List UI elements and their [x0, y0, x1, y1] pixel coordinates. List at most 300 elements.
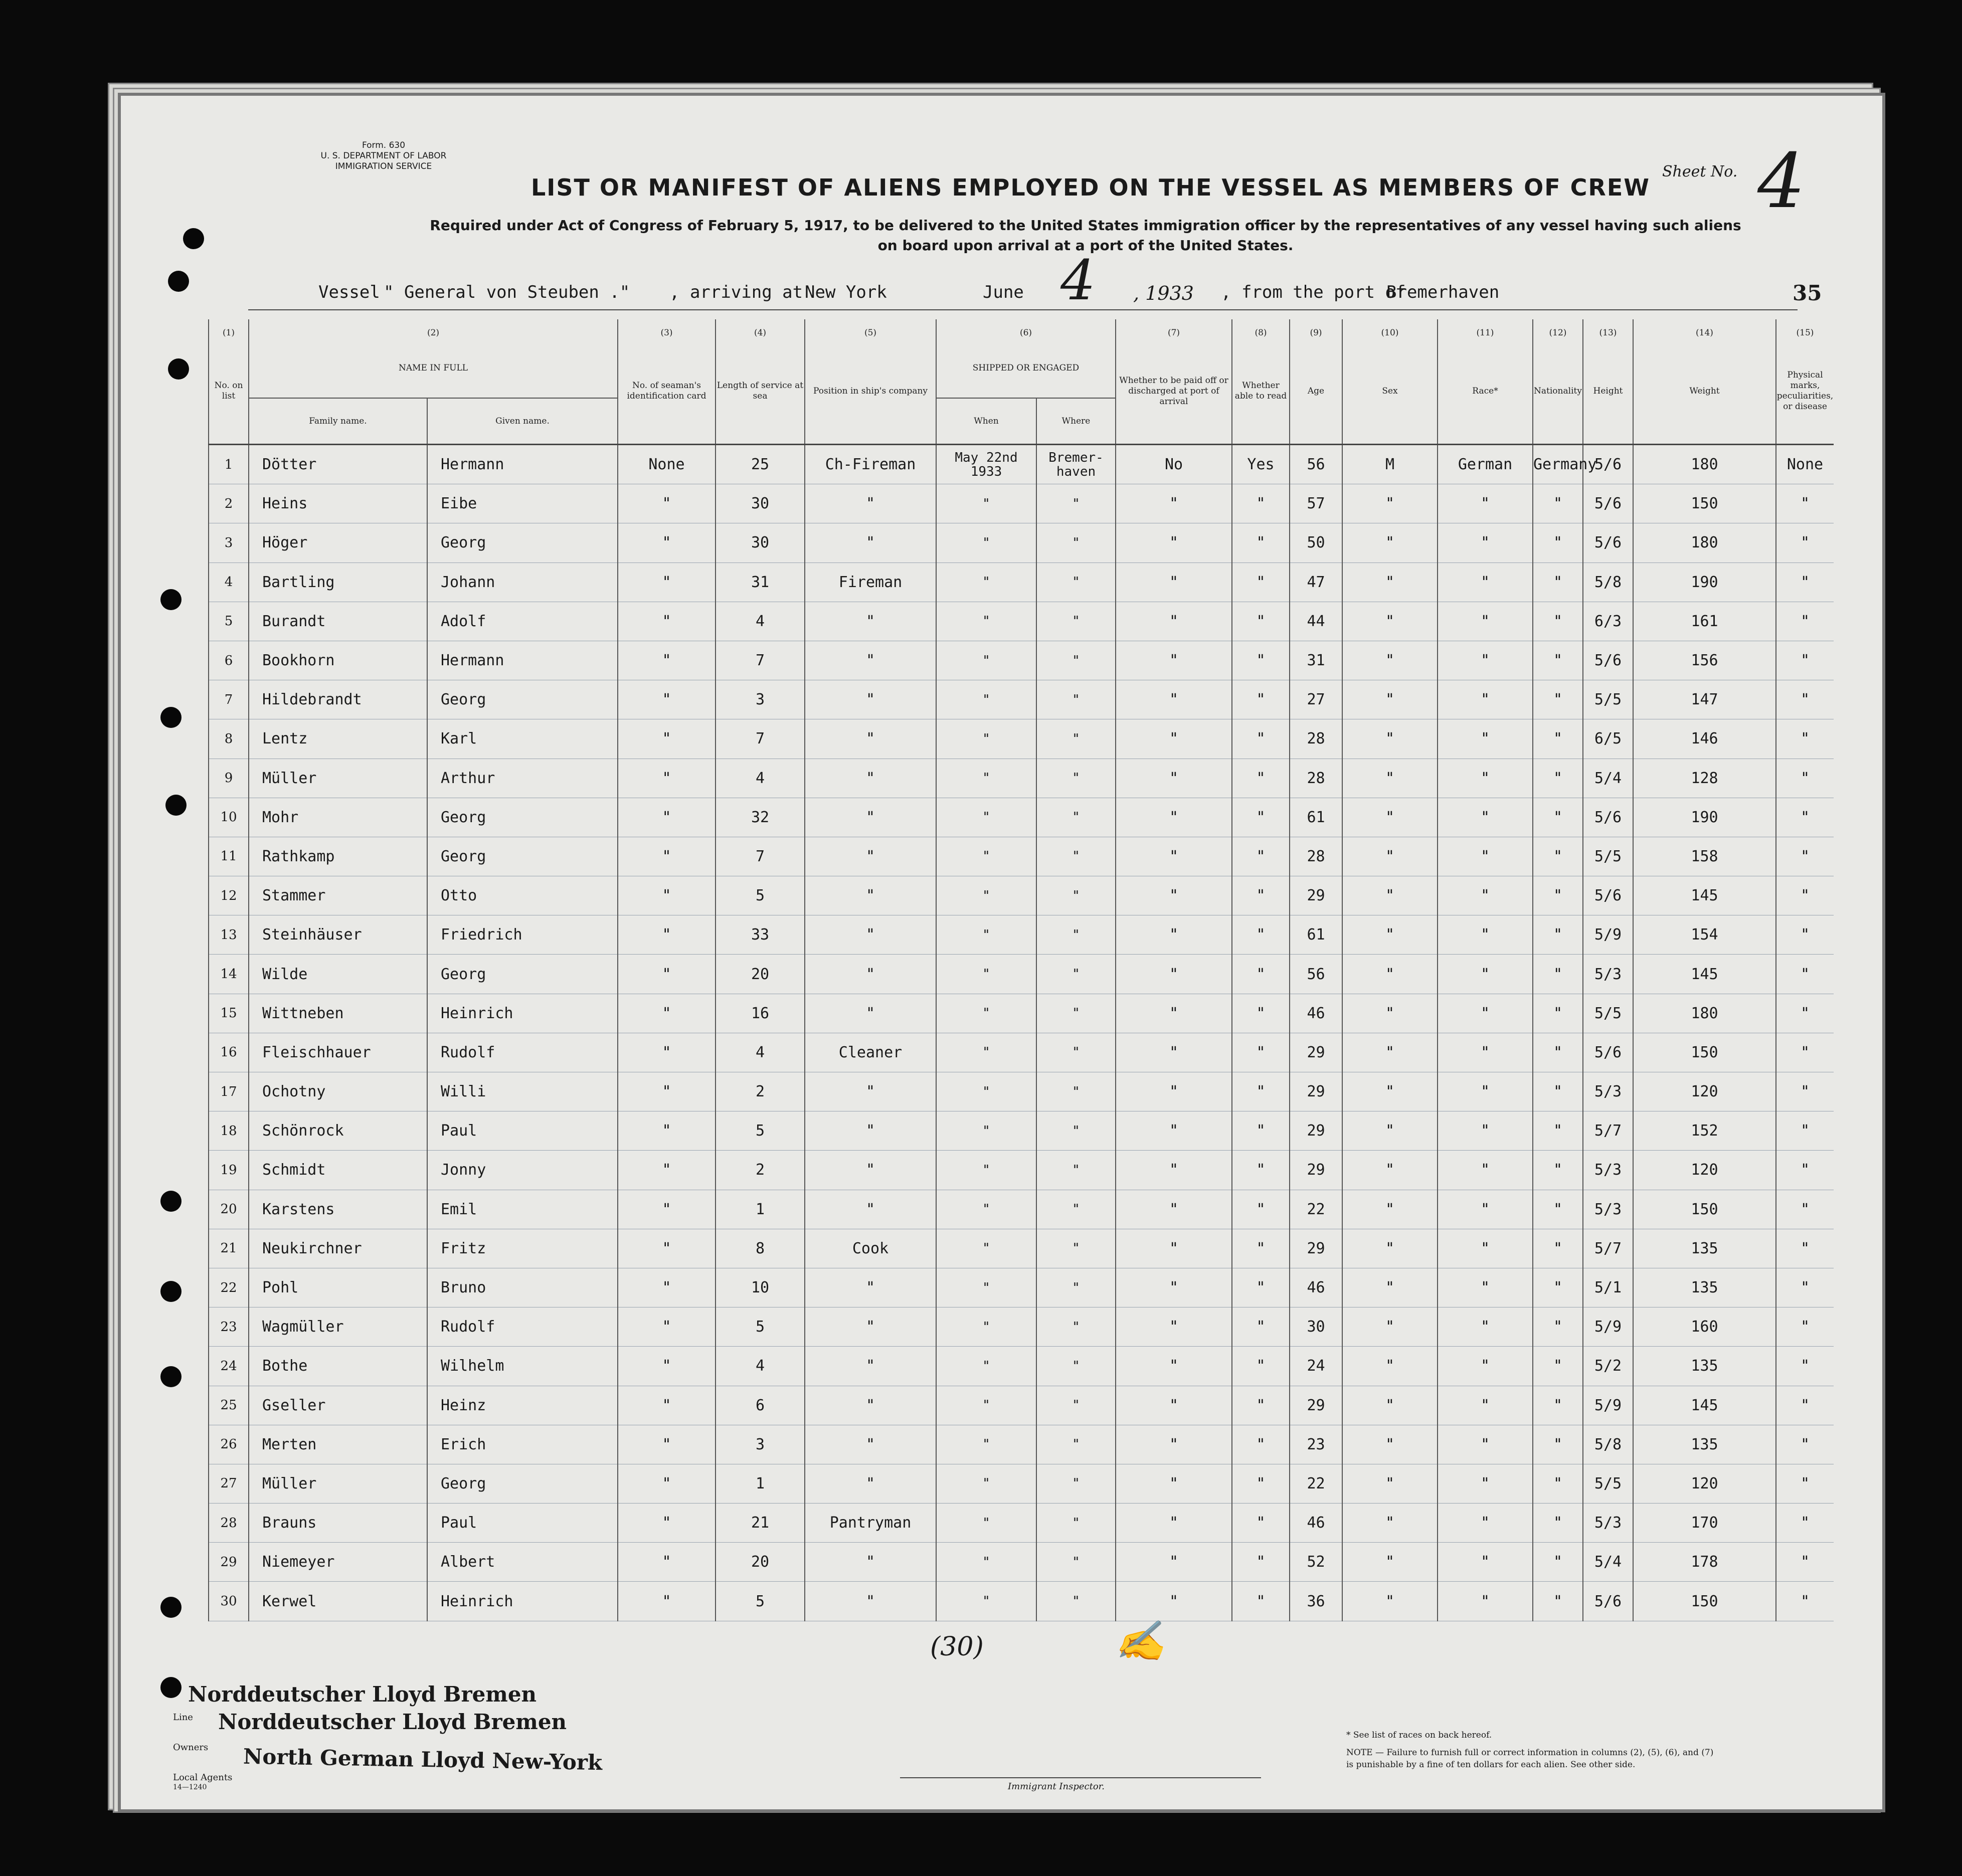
paid-off-cell: "	[1116, 915, 1232, 955]
family-name-cell: Stammer	[249, 876, 427, 915]
position-cell: Pantryman	[805, 1504, 936, 1543]
height-cell: 6/5	[1583, 719, 1633, 759]
arrival-year: , 1933	[1133, 282, 1194, 304]
height-cell: 5/2	[1583, 1347, 1633, 1386]
row-number-cell: 23	[209, 1307, 249, 1347]
position-cell: "	[805, 1307, 936, 1347]
header-height: Height	[1583, 338, 1633, 445]
age-cell: 61	[1290, 798, 1342, 837]
col-num: (7)	[1116, 319, 1232, 338]
nationality-cell: "	[1533, 1072, 1583, 1111]
shipped-where-cell: "	[1036, 1464, 1116, 1503]
paid-off-cell: "	[1116, 994, 1232, 1033]
col-num: (14)	[1633, 319, 1776, 338]
given-name-cell: Hermann	[427, 641, 618, 680]
column-number-row	[209, 319, 1834, 338]
able-to-read-cell: "	[1232, 1543, 1290, 1582]
header-position: Position in ship's company	[805, 338, 936, 445]
nationality-cell: "	[1533, 1307, 1583, 1347]
weight-cell: 180	[1633, 994, 1776, 1033]
paid-off-cell: "	[1116, 719, 1232, 759]
height-cell: 5/8	[1583, 562, 1633, 602]
table-row	[209, 1033, 1834, 1072]
given-name-cell: Georg	[427, 523, 618, 562]
paid-off-cell: "	[1116, 1425, 1232, 1464]
shipped-where-cell: "	[1036, 798, 1116, 837]
able-to-read-cell: "	[1232, 1111, 1290, 1151]
race-cell: "	[1438, 562, 1533, 602]
seaman-card-cell: "	[618, 1190, 716, 1229]
col-num: (2)	[249, 319, 618, 338]
age-cell: 29	[1290, 876, 1342, 915]
seaman-card-cell: "	[618, 641, 716, 680]
table-row	[209, 1190, 1834, 1229]
service-length-cell: 21	[716, 1504, 805, 1543]
weight-cell: 180	[1633, 445, 1776, 484]
family-name-cell: Müller	[249, 759, 427, 798]
shipped-where-cell: "	[1036, 1543, 1116, 1582]
sex-cell: "	[1342, 798, 1438, 837]
paid-off-cell: "	[1116, 562, 1232, 602]
height-cell: 5/3	[1583, 955, 1633, 994]
table-row	[209, 1504, 1834, 1543]
line-label: Line	[173, 1712, 193, 1723]
punch-hole	[160, 707, 182, 728]
physical-marks-cell: "	[1776, 1425, 1834, 1464]
sex-cell: "	[1342, 641, 1438, 680]
service-length-cell: 32	[716, 798, 805, 837]
sex-cell: "	[1342, 1347, 1438, 1386]
shipped-when-cell: "	[936, 915, 1036, 955]
weight-cell: 135	[1633, 1229, 1776, 1268]
page-number: 35	[1793, 281, 1822, 305]
shipped-where-cell: "	[1036, 837, 1116, 876]
paid-off-cell: "	[1116, 1072, 1232, 1111]
age-cell: 28	[1290, 719, 1342, 759]
shipped-when-cell: May 22nd 1933	[936, 445, 1036, 484]
physical-marks-cell: "	[1776, 837, 1834, 876]
position-cell: "	[805, 1582, 936, 1621]
given-name-cell: Georg	[427, 955, 618, 994]
nationality-cell: "	[1533, 680, 1583, 719]
col-num: (8)	[1232, 319, 1290, 338]
given-name-cell: Rudolf	[427, 1307, 618, 1347]
sheet-number: 4	[1757, 138, 1806, 225]
weight-cell: 161	[1633, 602, 1776, 641]
shipped-where-cell: "	[1036, 1190, 1116, 1229]
service-length-cell: 1	[716, 1190, 805, 1229]
given-name-cell: Heinz	[427, 1386, 618, 1425]
row-number-cell: 20	[209, 1190, 249, 1229]
punch-hole	[160, 1677, 182, 1698]
seaman-card-cell: "	[618, 876, 716, 915]
seaman-card-cell: "	[618, 484, 716, 523]
race-cell: "	[1438, 1307, 1533, 1347]
age-cell: 57	[1290, 484, 1342, 523]
department-label: U. S. DEPARTMENT OF LABOR	[320, 151, 447, 161]
table-row	[209, 955, 1834, 994]
shipped-when-cell: "	[936, 837, 1036, 876]
nationality-cell: "	[1533, 798, 1583, 837]
given-name-cell: Paul	[427, 1111, 618, 1151]
physical-marks-cell: "	[1776, 1543, 1834, 1582]
table-row	[209, 1347, 1834, 1386]
weight-cell: 160	[1633, 1307, 1776, 1347]
given-name-cell: Fritz	[427, 1229, 618, 1268]
sex-cell: "	[1342, 1504, 1438, 1543]
weight-cell: 145	[1633, 1386, 1776, 1425]
col-num: (4)	[716, 319, 805, 338]
nationality-cell: "	[1533, 759, 1583, 798]
sex-cell: "	[1342, 955, 1438, 994]
header-race: Race*	[1438, 338, 1533, 445]
service-length-cell: 33	[716, 915, 805, 955]
height-cell: 5/6	[1583, 798, 1633, 837]
able-to-read-cell: "	[1232, 798, 1290, 837]
race-cell: "	[1438, 1268, 1533, 1307]
row-number-cell: 7	[209, 680, 249, 719]
shipped-when-cell: "	[936, 1229, 1036, 1268]
physical-marks-cell: "	[1776, 1582, 1834, 1621]
header-physical: Physical marks, peculiarities, or disease	[1776, 338, 1834, 445]
race-cell: "	[1438, 1504, 1533, 1543]
shipped-where-cell: "	[1036, 1307, 1116, 1347]
family-name-cell: Heins	[249, 484, 427, 523]
shipped-when-cell: "	[936, 1033, 1036, 1072]
able-to-read-cell: "	[1232, 1582, 1290, 1621]
weight-cell: 128	[1633, 759, 1776, 798]
race-cell: "	[1438, 1464, 1533, 1503]
weight-cell: 150	[1633, 1582, 1776, 1621]
age-cell: 29	[1290, 1386, 1342, 1425]
position-cell: "	[805, 602, 936, 641]
shipped-where-cell: "	[1036, 915, 1116, 955]
header-sex: Sex	[1342, 338, 1438, 445]
height-cell: 5/9	[1583, 1386, 1633, 1425]
table-row	[209, 641, 1834, 680]
shipped-when-cell: "	[936, 484, 1036, 523]
sex-cell: "	[1342, 1111, 1438, 1151]
family-name-cell: Bookhorn	[249, 641, 427, 680]
position-cell: "	[805, 1190, 936, 1229]
shipped-when-cell: "	[936, 1504, 1036, 1543]
race-cell: "	[1438, 759, 1533, 798]
shipped-when-cell: "	[936, 680, 1036, 719]
race-cell: "	[1438, 1111, 1533, 1151]
sex-cell: "	[1342, 837, 1438, 876]
col-num: (11)	[1438, 319, 1533, 338]
shipped-where-cell: "	[1036, 484, 1116, 523]
sex-cell: "	[1342, 1464, 1438, 1503]
able-to-read-cell: "	[1232, 562, 1290, 602]
nationality-cell: "	[1533, 1425, 1583, 1464]
header-weight: Weight	[1633, 338, 1776, 445]
family-name-cell: Hildebrandt	[249, 680, 427, 719]
nationality-cell: "	[1533, 876, 1583, 915]
shipped-when-cell: "	[936, 1190, 1036, 1229]
race-note: * See list of races on back hereof.	[1346, 1730, 1492, 1740]
nationality-cell: "	[1533, 719, 1583, 759]
family-name-cell: Schönrock	[249, 1111, 427, 1151]
paid-off-cell: "	[1116, 1347, 1232, 1386]
seaman-card-cell: "	[618, 1268, 716, 1307]
height-cell: 5/8	[1583, 1425, 1633, 1464]
col-num: (1)	[209, 319, 249, 338]
position-cell: "	[805, 1543, 936, 1582]
age-cell: 52	[1290, 1543, 1342, 1582]
nationality-cell: "	[1533, 837, 1583, 876]
paid-off-cell: "	[1116, 1033, 1232, 1072]
col-num: (5)	[805, 319, 936, 338]
family-name-cell: Neukirchner	[249, 1229, 427, 1268]
sex-cell: "	[1342, 1190, 1438, 1229]
nationality-cell: "	[1533, 1386, 1583, 1425]
weight-cell: 120	[1633, 1072, 1776, 1111]
height-cell: 5/5	[1583, 837, 1633, 876]
weight-cell: 145	[1633, 876, 1776, 915]
table-row	[209, 1268, 1834, 1307]
sex-cell: "	[1342, 759, 1438, 798]
service-length-cell: 16	[716, 994, 805, 1033]
able-to-read-cell: "	[1232, 1464, 1290, 1503]
position-cell: "	[805, 915, 936, 955]
sex-cell: "	[1342, 1151, 1438, 1190]
family-name-cell: Karstens	[249, 1190, 427, 1229]
nationality-cell: "	[1533, 1229, 1583, 1268]
row-number-cell: 15	[209, 994, 249, 1033]
given-name-cell: Wilhelm	[427, 1347, 618, 1386]
row-number-cell: 28	[209, 1504, 249, 1543]
paid-off-cell: "	[1116, 759, 1232, 798]
physical-marks-cell: "	[1776, 994, 1834, 1033]
table-row	[209, 1151, 1834, 1190]
sex-cell: "	[1342, 1307, 1438, 1347]
sex-cell: "	[1342, 562, 1438, 602]
form-code: 14—1240	[173, 1783, 207, 1791]
height-cell: 5/6	[1583, 641, 1633, 680]
shipped-where-cell: "	[1036, 1504, 1116, 1543]
nationality-cell: "	[1533, 1111, 1583, 1151]
nationality-cell: "	[1533, 994, 1583, 1033]
header-nationality: Nationality	[1533, 338, 1583, 445]
col-num: (10)	[1342, 319, 1438, 338]
age-cell: 22	[1290, 1190, 1342, 1229]
family-name-cell: Müller	[249, 1464, 427, 1503]
seaman-card-cell: "	[618, 994, 716, 1033]
paid-off-cell: No	[1116, 445, 1232, 484]
able-to-read-cell: "	[1232, 641, 1290, 680]
height-cell: 5/6	[1583, 876, 1633, 915]
given-name-cell: Friedrich	[427, 915, 618, 955]
weight-cell: 178	[1633, 1543, 1776, 1582]
service-length-cell: 25	[716, 445, 805, 484]
punch-hole	[183, 228, 204, 249]
able-to-read-cell: "	[1232, 1425, 1290, 1464]
seaman-card-cell: "	[618, 1151, 716, 1190]
position-cell: Cleaner	[805, 1033, 936, 1072]
service-length-cell: 5	[716, 1111, 805, 1151]
service-length-cell: 1	[716, 1464, 805, 1503]
age-cell: 29	[1290, 1229, 1342, 1268]
table-row	[209, 1464, 1834, 1503]
paid-off-cell: "	[1116, 1582, 1232, 1621]
owners-stamp: Norddeutscher Lloyd Bremen	[218, 1710, 567, 1734]
given-name-cell: Georg	[427, 798, 618, 837]
table-row	[209, 484, 1834, 523]
weight-cell: 150	[1633, 1190, 1776, 1229]
weight-cell: 150	[1633, 484, 1776, 523]
nationality-cell: "	[1533, 484, 1583, 523]
row-number-cell: 13	[209, 915, 249, 955]
paid-off-cell: "	[1116, 798, 1232, 837]
total-count: (30)	[930, 1632, 984, 1662]
given-name-cell: Georg	[427, 837, 618, 876]
family-name-cell: Pohl	[249, 1268, 427, 1307]
nationality-cell: "	[1533, 602, 1583, 641]
given-name-cell: Rudolf	[427, 1033, 618, 1072]
col-num: (9)	[1290, 319, 1342, 338]
table-row	[209, 876, 1834, 915]
sex-cell: "	[1342, 1072, 1438, 1111]
row-number-cell: 5	[209, 602, 249, 641]
service-length-cell: 7	[716, 719, 805, 759]
row-number-cell: 16	[209, 1033, 249, 1072]
able-to-read-cell: "	[1232, 1386, 1290, 1425]
row-number-cell: 30	[209, 1582, 249, 1621]
physical-marks-cell: "	[1776, 1072, 1834, 1111]
header-shipped: SHIPPED OR ENGAGED	[936, 338, 1116, 398]
subtitle-line-1: Required under Act of Congress of February 5, 1917, to be delivered to the United States immigration officer by the representatives of any vessel having such aliens	[430, 217, 1741, 234]
able-to-read-cell: "	[1232, 1072, 1290, 1111]
col-num: (15)	[1776, 319, 1834, 338]
family-name-cell: Ochotny	[249, 1072, 427, 1111]
vessel-label: Vessel	[318, 282, 380, 302]
race-cell: "	[1438, 1386, 1533, 1425]
row-number-cell: 1	[209, 445, 249, 484]
table-row	[209, 759, 1834, 798]
shipped-when-cell: "	[936, 1072, 1036, 1111]
nationality-cell: "	[1533, 1347, 1583, 1386]
table-row	[209, 915, 1834, 955]
age-cell: 56	[1290, 445, 1342, 484]
able-to-read-cell: "	[1232, 1190, 1290, 1229]
row-number-cell: 4	[209, 562, 249, 602]
race-cell: "	[1438, 876, 1533, 915]
sex-cell: M	[1342, 445, 1438, 484]
family-name-cell: Bartling	[249, 562, 427, 602]
able-to-read-cell: "	[1232, 1151, 1290, 1190]
shipped-when-cell: "	[936, 1347, 1036, 1386]
given-name-cell: Adolf	[427, 602, 618, 641]
shipped-when-cell: "	[936, 759, 1036, 798]
family-name-cell: Gseller	[249, 1386, 427, 1425]
row-number-cell: 22	[209, 1268, 249, 1307]
able-to-read-cell: "	[1232, 876, 1290, 915]
given-name-cell: Emil	[427, 1190, 618, 1229]
physical-marks-cell: "	[1776, 562, 1834, 602]
header-when: When	[936, 398, 1036, 445]
weight-cell: 158	[1633, 837, 1776, 876]
family-name-cell: Lentz	[249, 719, 427, 759]
able-to-read-cell: "	[1232, 837, 1290, 876]
race-cell: "	[1438, 1425, 1533, 1464]
age-cell: 30	[1290, 1307, 1342, 1347]
sex-cell: "	[1342, 680, 1438, 719]
physical-marks-cell: "	[1776, 1190, 1834, 1229]
service-length-cell: 20	[716, 1543, 805, 1582]
sex-cell: "	[1342, 915, 1438, 955]
shipped-where-cell: "	[1036, 1229, 1116, 1268]
paid-off-cell: "	[1116, 1386, 1232, 1425]
seaman-card-cell: "	[618, 1111, 716, 1151]
height-cell: 5/1	[1583, 1268, 1633, 1307]
punch-hole	[168, 271, 189, 292]
position-cell: "	[805, 1464, 936, 1503]
physical-marks-cell: "	[1776, 1307, 1834, 1347]
height-cell: 5/3	[1583, 1072, 1633, 1111]
sex-cell: "	[1342, 523, 1438, 562]
family-name-cell: Burandt	[249, 602, 427, 641]
subtitle-line-2: on board upon arrival at a port of the United States.	[877, 237, 1294, 254]
race-cell: "	[1438, 1033, 1533, 1072]
header-family-name: Family name.	[249, 398, 427, 445]
table-row	[209, 1229, 1834, 1268]
sex-cell: "	[1342, 602, 1438, 641]
shipped-when-cell: "	[936, 523, 1036, 562]
table-row	[209, 798, 1834, 837]
header-row-1	[209, 338, 1834, 398]
service-length-cell: 5	[716, 1307, 805, 1347]
sex-cell: "	[1342, 1229, 1438, 1268]
shipped-where-cell: "	[1036, 1268, 1116, 1307]
race-cell: "	[1438, 719, 1533, 759]
nationality-cell: "	[1533, 955, 1583, 994]
family-name-cell: Merten	[249, 1425, 427, 1464]
paid-off-cell: "	[1116, 1504, 1232, 1543]
line-stamp: Norddeutscher Lloyd Bremen	[188, 1682, 537, 1707]
table-row	[209, 1582, 1834, 1621]
shipped-where-cell: "	[1036, 523, 1116, 562]
table-row	[209, 523, 1834, 562]
punch-hole	[168, 358, 189, 380]
given-name-cell: Johann	[427, 562, 618, 602]
paid-off-cell: "	[1116, 680, 1232, 719]
paid-off-cell: "	[1116, 1307, 1232, 1347]
family-name-cell: Wagmüller	[249, 1307, 427, 1347]
seaman-card-cell: "	[618, 1347, 716, 1386]
seaman-card-cell: "	[618, 1464, 716, 1503]
age-cell: 27	[1290, 680, 1342, 719]
nationality-cell: "	[1533, 1151, 1583, 1190]
able-to-read-cell: "	[1232, 994, 1290, 1033]
weight-cell: 147	[1633, 680, 1776, 719]
table-row	[209, 994, 1834, 1033]
weight-cell: 156	[1633, 641, 1776, 680]
service-length-cell: 3	[716, 1425, 805, 1464]
height-cell: 5/5	[1583, 680, 1633, 719]
shipped-where-cell: "	[1036, 1033, 1116, 1072]
seaman-card-cell: "	[618, 1307, 716, 1347]
height-cell: 5/6	[1583, 1033, 1633, 1072]
able-to-read-cell: "	[1232, 1033, 1290, 1072]
physical-marks-cell: "	[1776, 680, 1834, 719]
nationality-cell: "	[1533, 523, 1583, 562]
arrival-month: June	[983, 282, 1024, 302]
position-cell: "	[805, 1425, 936, 1464]
paid-off-cell: "	[1116, 837, 1232, 876]
vessel-name: " General von Steuben ."	[384, 282, 630, 302]
table-row	[209, 1072, 1834, 1111]
